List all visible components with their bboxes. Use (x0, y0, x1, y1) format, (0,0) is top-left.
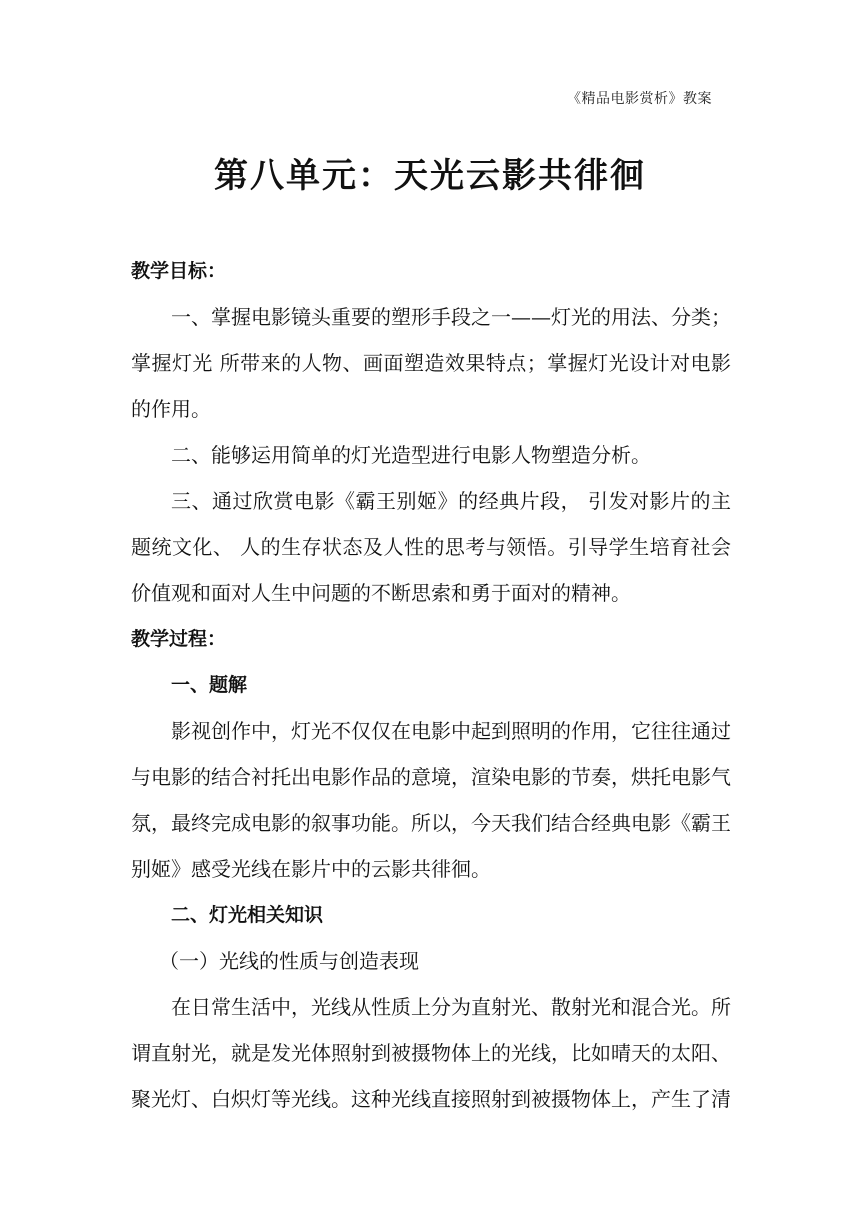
running-header: 《精品电影赏析》教案 (567, 91, 712, 107)
section2-heading: 二、灯光相关知识 (171, 904, 324, 926)
page-title: 第八单元：天光云影共徘徊 (214, 156, 646, 196)
goal-item-3: 三、通过欣赏电影《霸王别姬》的经典片段， 引发对影片的主题统文化、 人的生存状态及人性的思考与领悟。引导学生培育社会价值观和面对人生中问题的不断思索和勇于面对的精神。 (131, 489, 731, 605)
section2-paragraph: 在日常生活中，光线从性质上分为直射光、散射光和混合光。所谓直射光，就是发光体照射到被摄物体上的光线，比如晴天的太阳、聚光灯、白炽灯等光线。这种光线直接照射到被摄物体上，产生了清 (131, 995, 731, 1111)
goal-item-1: 一、掌握电影镜头重要的塑形手段之一——灯光的用法、分类；掌握灯光 所带来的人物、画面塑造效果特点；掌握灯光设计对电影的作用。 (131, 305, 731, 421)
section1-paragraph: 影视创作中，灯光不仅仅在电影中起到照明的作用，它往往通过与电影的结合衬托出电影作品的意境，渲染电影的节奏，烘托电影气氛，最终完成电影的叙事功能。所以，今天我们结合经典电影《霸王别姬》感受光线在影片中的云影共徘徊。 (131, 719, 731, 881)
goal-item-2: 二、能够运用简单的灯光造型进行电影人物塑造分析。 (171, 443, 651, 467)
section2-subheading: （一）光线的性质与创造表现 (159, 949, 419, 973)
section1-heading: 一、题解 (171, 674, 248, 696)
goals-heading: 教学目标： (131, 260, 227, 282)
process-heading: 教学过程： (131, 628, 227, 650)
document-body (131, 248, 731, 1122)
